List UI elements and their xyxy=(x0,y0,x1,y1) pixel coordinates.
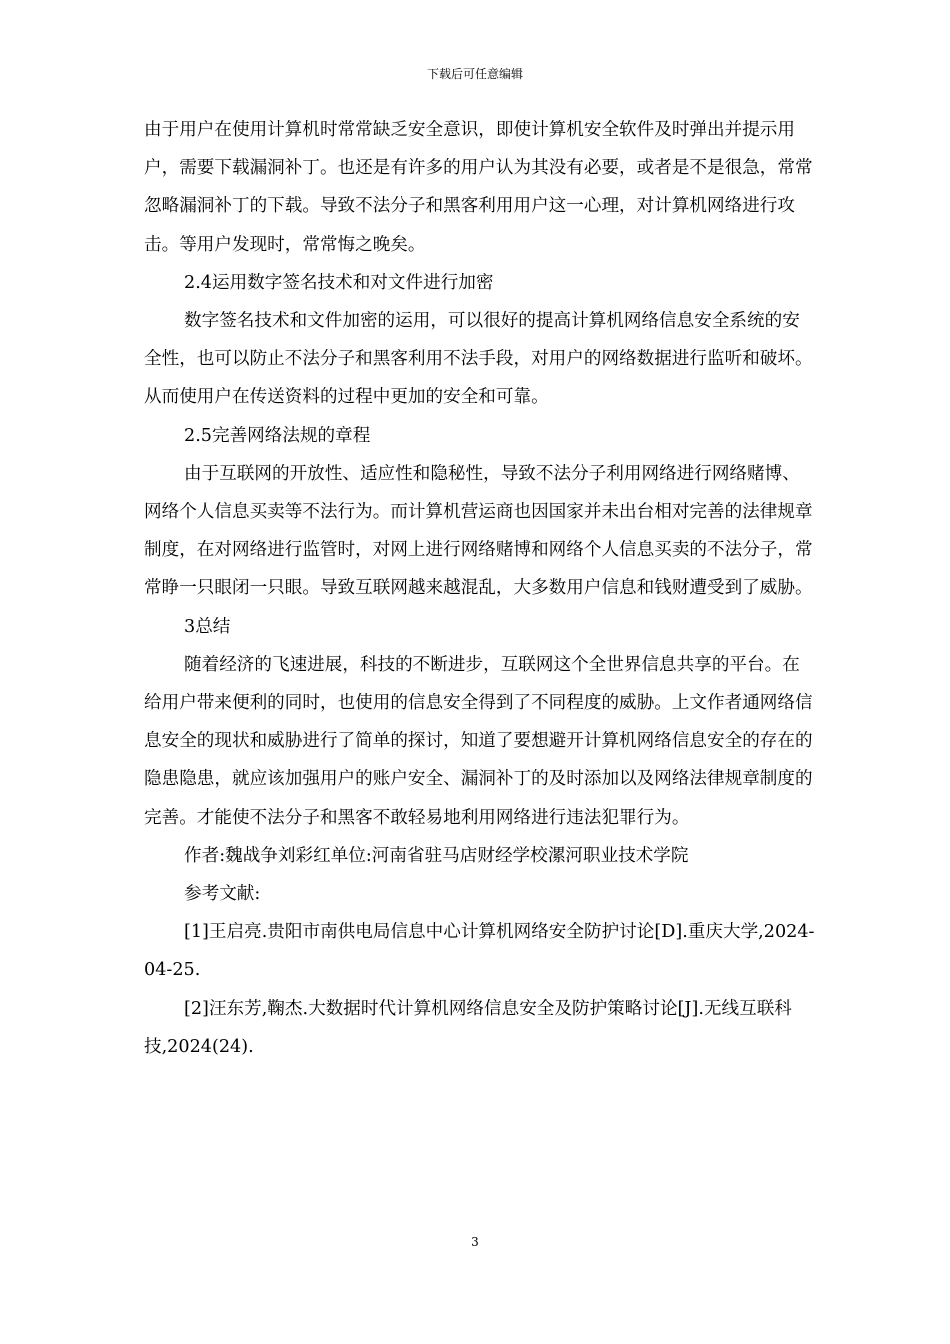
document-body xyxy=(144,111,816,1066)
references-heading: 参考文献: xyxy=(184,884,261,905)
section-heading-3: 3总结 xyxy=(184,616,231,637)
paragraph-intro: 由于用户在使用计算机时常常缺乏安全意识，即使计算机安全软件及时弹出并提示用户，需要下载漏洞补丁。也还是有许多的用户认为其没有必要，或者是不是很急，常常忽略漏洞补丁的下载。导致不法分子和黑客利用用户这一心理，对计算机网络进行攻击。等用户发现时，常常悔之晚矣。 xyxy=(144,120,813,255)
reference-item-1: [1]王启亮.贵阳市南供电局信息中心计算机网络安全防护讨论[D].重庆大学,2024-04-25. xyxy=(144,922,815,981)
section-heading-2-5: 2.5完善网络法规的章程 xyxy=(184,425,371,446)
paragraph-3: 随着经济的飞速进展，科技的不断进步，互联网这个全世界信息共享的平台。在给用户带来便利的同时，也使用的信息安全得到了不同程度的威胁。上文作者通网络信息安全的现状和威胁进行了简单的探讨，知道了要想避开计算机网络信息安全的存在的隐患隐患，就应该加强用户的账户安全、漏洞补丁的及时添加以及网络法律规章制度的完善。才能使不法分子和黑客不敢轻易地利用网络进行违法犯罪行为。 xyxy=(144,654,813,828)
author-line: 作者:魏战争刘彩红单位:河南省驻马店财经学校漯河职业技术学院 xyxy=(184,845,689,866)
paragraph-2-5: 由于互联网的开放性、适应性和隐秘性，导致不法分子利用网络进行网络赌博、网络个人信息买卖等不法行为。而计算机营运商也因国家并未出台相对完善的法律规章制度，在对网络进行监管时，对网上进行网络赌博和网络个人信息买卖的不法分子，常常睁一只眼闭一只眼。导致互联网越来越混乱，大多数用户信息和钱财遭受到了威胁。 xyxy=(144,463,813,599)
page-number: 3 xyxy=(471,1235,479,1249)
section-heading-2-4: 2.4运用数字签名技术和对文件进行加密 xyxy=(184,272,494,293)
page-header: 下载后可任意编辑 xyxy=(426,67,523,81)
paragraph-2-4: 数字签名技术和文件加密的运用，可以很好的提高计算机网络信息安全系统的安全性，也可以防止不法分子和黑客利用不法手段，对用户的网络数据进行监听和破坏。从而使用户在传送资料的过程中更加的安全和可靠。 xyxy=(144,311,813,408)
reference-item-2: [2]汪东芳,鞠杰.大数据时代计算机网络信息安全及防护策略讨论[J].无线互联科技,2024(24). xyxy=(144,998,792,1057)
